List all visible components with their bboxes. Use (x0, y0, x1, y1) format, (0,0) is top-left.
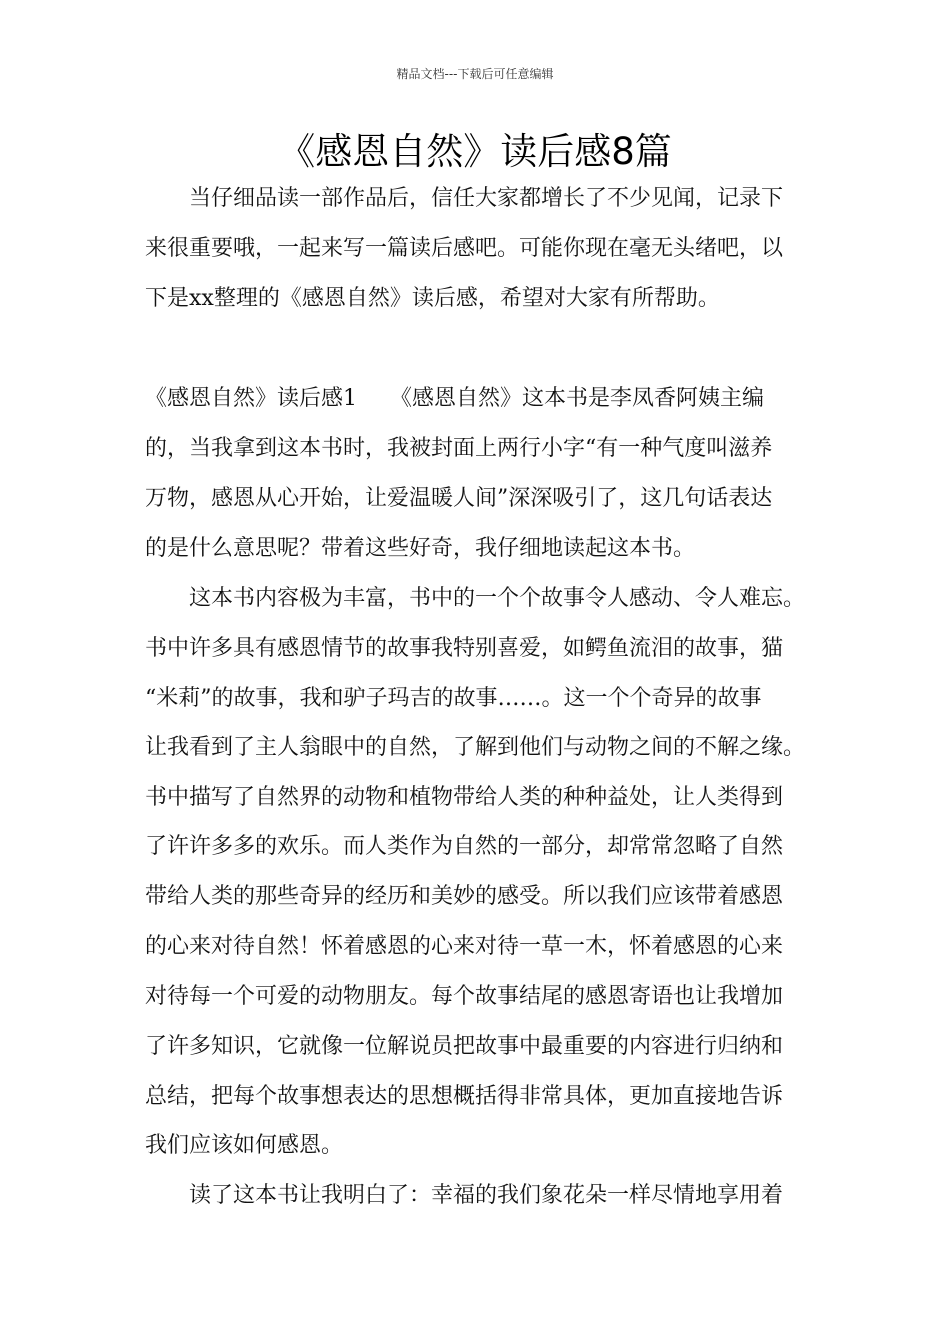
text-line: 书中描写了自然界的动物和植物带给人类的种种益处，让人类得到 (145, 785, 784, 810)
text-line: 下是xx整理的《感恩自然》读后感，希望对大家有所帮助。 (145, 286, 720, 311)
text-line: 让我看到了主人翁眼中的自然，了解到他们与动物之间的不解之缘。 (145, 735, 806, 760)
text-line: 的，当我拿到这本书时，我被封面上两行小字“有一种气度叫滋养 (145, 436, 773, 461)
text-line: 了许许多多的欢乐。而人类作为自然的一部分，却常常忽略了自然 (145, 834, 784, 859)
text-line: 带给人类的那些奇异的经历和美妙的感受。所以我们应该带着感恩 (145, 884, 784, 909)
text-line: 万物，感恩从心开始，让爱温暖人间”深深吸引了，这几句话表达 (145, 486, 773, 511)
text-line: 了许多知识，它就像一位解说员把故事中最重要的内容进行归纳和 (145, 1034, 784, 1059)
text-line: 《感恩自然》读后感1 《感恩自然》这本书是李凤香阿姨主编 (145, 386, 764, 411)
text-line: 对待每一个可爱的动物朋友。每个故事结尾的感恩寄语也让我增加 (145, 984, 784, 1009)
text-line: 我们应该如何感恩。 (145, 1133, 344, 1158)
text-line: 读了这本书让我明白了：幸福的我们象花朵一样尽情地享用着 (189, 1183, 784, 1208)
text-line: 来很重要哦，一起来写一篇读后感吧。可能你现在毫无头绪吧，以 (145, 236, 784, 261)
document-title: 《感恩自然》读后感8篇 (278, 130, 672, 173)
text-line: “米莉”的故事，我和驴子玛吉的故事……。这一个个奇异的故事 (145, 686, 762, 711)
text-line: 的心来对待自然！怀着感恩的心来对待一草一木，怀着感恩的心来 (145, 934, 784, 959)
text-line: 的是什么意思呢？带着这些好奇，我仔细地读起这本书。 (145, 536, 696, 561)
text-line: 书中许多具有感恩情节的故事我特别喜爱，如鳄鱼流泪的故事，猫 (145, 636, 784, 661)
text-line: 当仔细品读一部作品后，信任大家都增长了不少见闻，记录下 (189, 186, 784, 211)
text-line: 这本书内容极为丰富，书中的一个个故事令人感动、令人难忘。 (189, 586, 806, 611)
page-header: 精品文档---下载后可任意编辑 (396, 67, 554, 81)
text-line: 总结，把每个故事想表达的思想概括得非常具体，更加直接地告诉 (145, 1084, 784, 1109)
